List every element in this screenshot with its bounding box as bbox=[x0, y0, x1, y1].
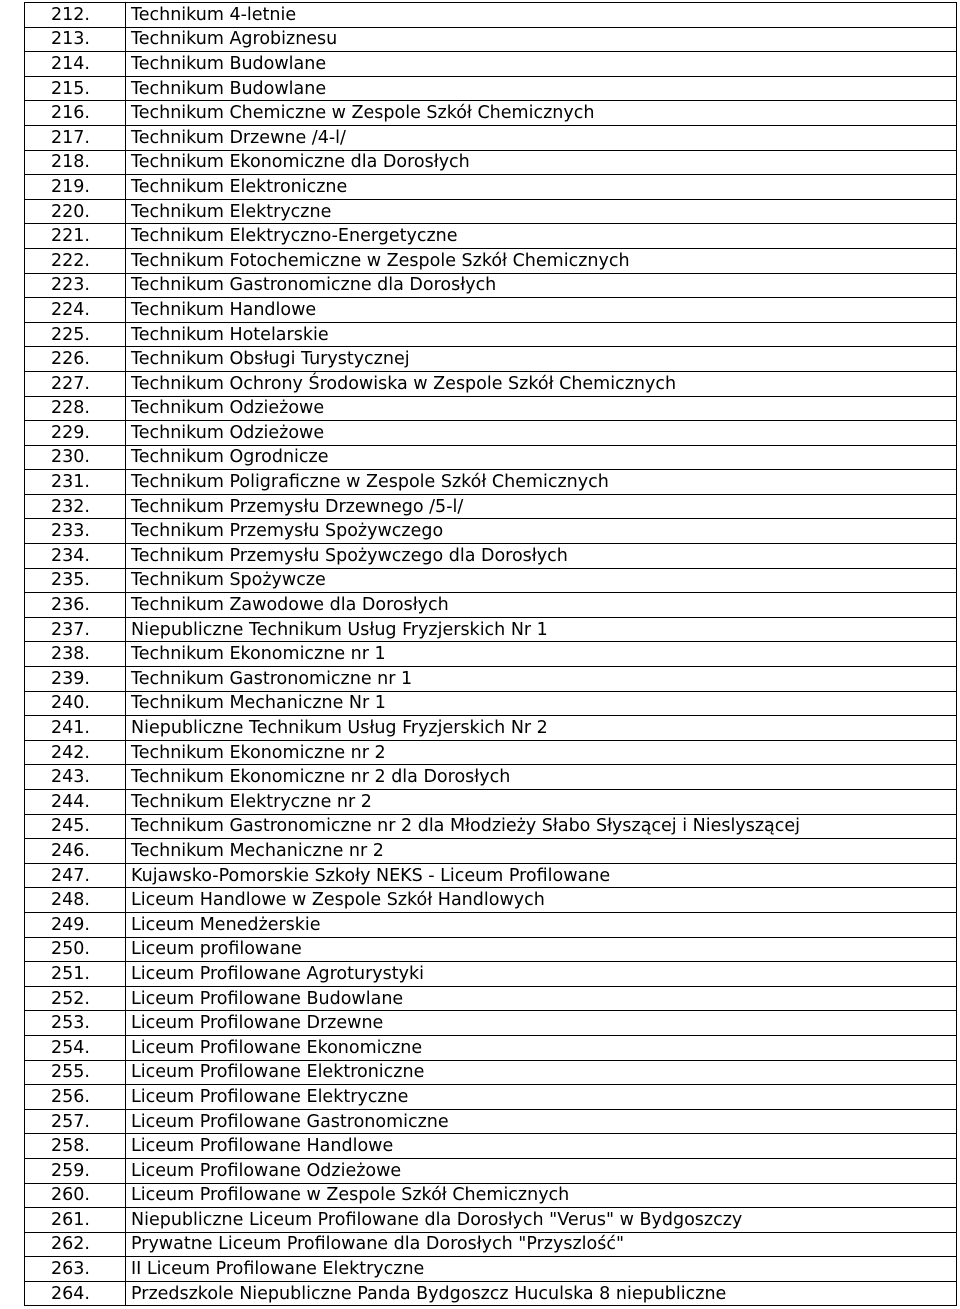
school-name: Liceum Profilowane w Zespole Szkół Chemicznych bbox=[126, 1183, 957, 1208]
table-row bbox=[25, 371, 957, 396]
school-name: Liceum Handlowe w Zespole Szkół Handlowych bbox=[126, 888, 957, 913]
row-number: 238. bbox=[25, 642, 126, 667]
row-number: 214. bbox=[25, 52, 126, 77]
school-name: Technikum Przemysłu Drzewnego /5-l/ bbox=[126, 494, 957, 519]
row-number: 247. bbox=[25, 863, 126, 888]
school-name: Liceum Profilowane Gastronomiczne bbox=[126, 1109, 957, 1134]
school-name: Technikum Odzieżowe bbox=[126, 396, 957, 421]
table-row bbox=[25, 125, 957, 150]
school-name: Technikum Poligraficzne w Zespole Szkół Chemicznych bbox=[126, 470, 957, 495]
table-row bbox=[25, 445, 957, 470]
school-name: Niepubliczne Technikum Usług Fryzjerskich Nr 2 bbox=[126, 716, 957, 741]
row-number: 244. bbox=[25, 790, 126, 815]
row-number: 260. bbox=[25, 1183, 126, 1208]
school-name: Technikum Ekonomiczne nr 1 bbox=[126, 642, 957, 667]
row-number: 235. bbox=[25, 568, 126, 593]
table-row bbox=[25, 1134, 957, 1159]
school-name: Liceum Profilowane Agroturystyki bbox=[126, 962, 957, 987]
row-number: 257. bbox=[25, 1109, 126, 1134]
table-row bbox=[25, 617, 957, 642]
school-name: Technikum Fotochemiczne w Zespole Szkół Chemicznych bbox=[126, 248, 957, 273]
row-number: 248. bbox=[25, 888, 126, 913]
row-number: 226. bbox=[25, 347, 126, 372]
table-row bbox=[25, 814, 957, 839]
table-row bbox=[25, 863, 957, 888]
row-number: 222. bbox=[25, 248, 126, 273]
row-number: 229. bbox=[25, 421, 126, 446]
table-row bbox=[25, 298, 957, 323]
school-name: Technikum Gastronomiczne nr 1 bbox=[126, 667, 957, 692]
row-number: 255. bbox=[25, 1060, 126, 1085]
school-name: Kujawsko-Pomorskie Szkoły NEKS - Liceum Profilowane bbox=[126, 863, 957, 888]
school-name: Technikum Chemiczne w Zespole Szkół Chemicznych bbox=[126, 101, 957, 126]
school-name: Technikum Elektroniczne bbox=[126, 175, 957, 200]
row-number: 219. bbox=[25, 175, 126, 200]
table-row bbox=[25, 1232, 957, 1257]
school-name: Technikum Ekonomiczne nr 2 dla Dorosłych bbox=[126, 765, 957, 790]
row-number: 232. bbox=[25, 494, 126, 519]
table-row bbox=[25, 740, 957, 765]
table-row bbox=[25, 396, 957, 421]
row-number: 234. bbox=[25, 544, 126, 569]
row-number: 216. bbox=[25, 101, 126, 126]
row-number: 258. bbox=[25, 1134, 126, 1159]
row-number: 218. bbox=[25, 150, 126, 175]
school-name: Technikum Mechaniczne Nr 1 bbox=[126, 691, 957, 716]
school-name: Liceum Profilowane Elektryczne bbox=[126, 1085, 957, 1110]
school-name: Liceum profilowane bbox=[126, 937, 957, 962]
table-row bbox=[25, 199, 957, 224]
school-name: Technikum Gastronomiczne dla Dorosłych bbox=[126, 273, 957, 298]
table-row bbox=[25, 150, 957, 175]
table-row bbox=[25, 52, 957, 77]
table-row bbox=[25, 1183, 957, 1208]
row-number: 240. bbox=[25, 691, 126, 716]
row-number: 243. bbox=[25, 765, 126, 790]
table-row bbox=[25, 248, 957, 273]
row-number: 233. bbox=[25, 519, 126, 544]
table-row bbox=[25, 421, 957, 446]
school-name: Liceum Profilowane Ekonomiczne bbox=[126, 1035, 957, 1060]
row-number: 262. bbox=[25, 1232, 126, 1257]
row-number: 212. bbox=[25, 3, 126, 28]
school-name: Technikum Elektryczne nr 2 bbox=[126, 790, 957, 815]
school-name: Liceum Menedżerskie bbox=[126, 912, 957, 937]
table-row bbox=[25, 76, 957, 101]
table-row bbox=[25, 224, 957, 249]
table-row bbox=[25, 1281, 957, 1306]
school-name: Technikum Odzieżowe bbox=[126, 421, 957, 446]
school-list-table bbox=[24, 2, 957, 1306]
table-row bbox=[25, 101, 957, 126]
table-row bbox=[25, 888, 957, 913]
table-row bbox=[25, 839, 957, 864]
row-number: 223. bbox=[25, 273, 126, 298]
row-number: 230. bbox=[25, 445, 126, 470]
row-number: 220. bbox=[25, 199, 126, 224]
table-row bbox=[25, 765, 957, 790]
school-name: Technikum Elektryczne bbox=[126, 199, 957, 224]
row-number: 261. bbox=[25, 1208, 126, 1233]
row-number: 236. bbox=[25, 593, 126, 618]
school-name: Technikum Mechaniczne nr 2 bbox=[126, 839, 957, 864]
school-name: Technikum Ekonomiczne nr 2 bbox=[126, 740, 957, 765]
school-name: Technikum Elektryczno-Energetyczne bbox=[126, 224, 957, 249]
table-row bbox=[25, 937, 957, 962]
school-name: Technikum Handlowe bbox=[126, 298, 957, 323]
table-row bbox=[25, 593, 957, 618]
school-name: Niepubliczne Technikum Usług Fryzjerskich Nr 1 bbox=[126, 617, 957, 642]
row-number: 227. bbox=[25, 371, 126, 396]
table-row bbox=[25, 568, 957, 593]
school-name: Technikum 4-letnie bbox=[126, 3, 957, 28]
table-row bbox=[25, 27, 957, 52]
school-name: Technikum Przemysłu Spożywczego dla Dorosłych bbox=[126, 544, 957, 569]
school-name: Technikum Budowlane bbox=[126, 76, 957, 101]
school-name: II Liceum Profilowane Elektryczne bbox=[126, 1257, 957, 1282]
table-row bbox=[25, 494, 957, 519]
row-number: 252. bbox=[25, 986, 126, 1011]
row-number: 228. bbox=[25, 396, 126, 421]
table-row bbox=[25, 1208, 957, 1233]
school-name: Technikum Hotelarskie bbox=[126, 322, 957, 347]
school-name: Liceum Profilowane Handlowe bbox=[126, 1134, 957, 1159]
row-number: 249. bbox=[25, 912, 126, 937]
table-row bbox=[25, 1257, 957, 1282]
table-row bbox=[25, 667, 957, 692]
row-number: 237. bbox=[25, 617, 126, 642]
table-row bbox=[25, 790, 957, 815]
school-name: Przedszkole Niepubliczne Panda Bydgoszcz Huculska 8 niepubliczne bbox=[126, 1281, 957, 1306]
row-number: 215. bbox=[25, 76, 126, 101]
table-row bbox=[25, 544, 957, 569]
school-name: Technikum Przemysłu Spożywczego bbox=[126, 519, 957, 544]
table-row bbox=[25, 691, 957, 716]
school-name: Liceum Profilowane Odzieżowe bbox=[126, 1158, 957, 1183]
row-number: 213. bbox=[25, 27, 126, 52]
row-number: 217. bbox=[25, 125, 126, 150]
row-number: 221. bbox=[25, 224, 126, 249]
school-name: Technikum Drzewne /4-l/ bbox=[126, 125, 957, 150]
table-row bbox=[25, 322, 957, 347]
table-row bbox=[25, 1109, 957, 1134]
table-row bbox=[25, 273, 957, 298]
table-row bbox=[25, 642, 957, 667]
table-row bbox=[25, 1085, 957, 1110]
school-name: Prywatne Liceum Profilowane dla Dorosłych "Przyszlość" bbox=[126, 1232, 957, 1257]
table-row bbox=[25, 347, 957, 372]
school-list-body bbox=[25, 3, 957, 1306]
school-name: Technikum Gastronomiczne nr 2 dla Młodzieży Słabo Słyszącej i Nieslyszącej bbox=[126, 814, 957, 839]
table-row bbox=[25, 1060, 957, 1085]
school-name: Technikum Obsługi Turystycznej bbox=[126, 347, 957, 372]
school-name: Technikum Ekonomiczne dla Dorosłych bbox=[126, 150, 957, 175]
school-name: Technikum Zawodowe dla Dorosłych bbox=[126, 593, 957, 618]
row-number: 225. bbox=[25, 322, 126, 347]
school-name: Niepubliczne Liceum Profilowane dla Dorosłych "Verus" w Bydgoszczy bbox=[126, 1208, 957, 1233]
row-number: 241. bbox=[25, 716, 126, 741]
school-name: Technikum Budowlane bbox=[126, 52, 957, 77]
school-name: Technikum Ogrodnicze bbox=[126, 445, 957, 470]
row-number: 250. bbox=[25, 937, 126, 962]
school-name: Technikum Agrobiznesu bbox=[126, 27, 957, 52]
school-name: Liceum Profilowane Budowlane bbox=[126, 986, 957, 1011]
table-row bbox=[25, 470, 957, 495]
row-number: 253. bbox=[25, 1011, 126, 1036]
table-row bbox=[25, 1158, 957, 1183]
table-row bbox=[25, 175, 957, 200]
table-row bbox=[25, 962, 957, 987]
table-row bbox=[25, 912, 957, 937]
row-number: 251. bbox=[25, 962, 126, 987]
row-number: 246. bbox=[25, 839, 126, 864]
table-row bbox=[25, 716, 957, 741]
table-row bbox=[25, 519, 957, 544]
school-name: Liceum Profilowane Drzewne bbox=[126, 1011, 957, 1036]
row-number: 254. bbox=[25, 1035, 126, 1060]
table-row bbox=[25, 1011, 957, 1036]
row-number: 231. bbox=[25, 470, 126, 495]
row-number: 263. bbox=[25, 1257, 126, 1282]
row-number: 256. bbox=[25, 1085, 126, 1110]
school-name: Technikum Spożywcze bbox=[126, 568, 957, 593]
table-row bbox=[25, 3, 957, 28]
row-number: 259. bbox=[25, 1158, 126, 1183]
row-number: 224. bbox=[25, 298, 126, 323]
row-number: 264. bbox=[25, 1281, 126, 1306]
table-row bbox=[25, 986, 957, 1011]
row-number: 245. bbox=[25, 814, 126, 839]
table-row bbox=[25, 1035, 957, 1060]
row-number: 242. bbox=[25, 740, 126, 765]
school-name: Liceum Profilowane Elektroniczne bbox=[126, 1060, 957, 1085]
school-name: Technikum Ochrony Środowiska w Zespole Szkół Chemicznych bbox=[126, 371, 957, 396]
row-number: 239. bbox=[25, 667, 126, 692]
